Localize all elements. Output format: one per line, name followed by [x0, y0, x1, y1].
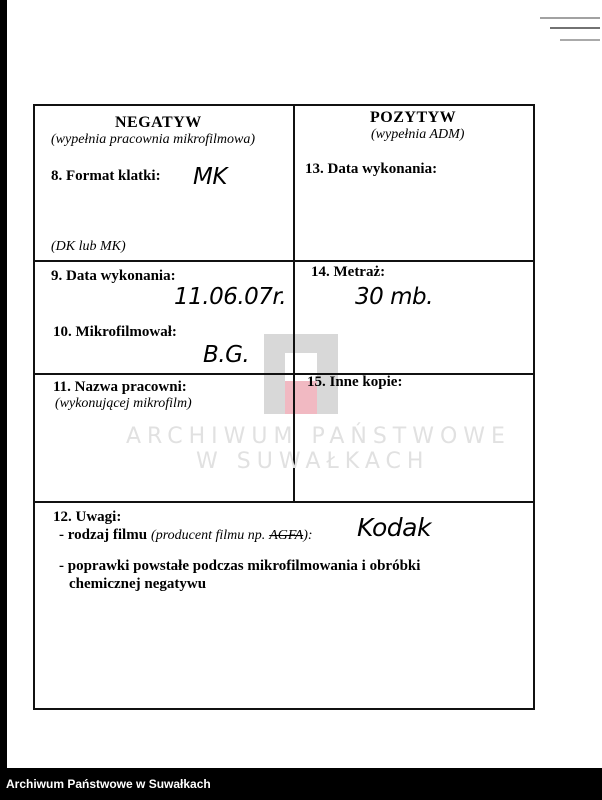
negatyw-heading: NEGATYW — [115, 114, 202, 131]
format-hint: (DK lub MK) — [51, 239, 126, 254]
inne-kopie-label: 15. Inne kopie: — [307, 374, 403, 390]
rodzaj-filmu-hint: (producent filmu np. — [151, 528, 266, 543]
rodzaj-filmu-end: ): — [303, 528, 313, 543]
metraz-value: 30 mb. — [355, 284, 433, 310]
poprawki-line-1: - poprawki powstałe podczas mikrofilmowania i obróbki — [59, 558, 421, 574]
nazwa-pracowni-hint: (wykonującej mikrofilm) — [55, 396, 192, 411]
mikrofilmowal-label: 10. Mikrofilmował: — [53, 324, 177, 340]
scan-artifact-lines — [540, 14, 600, 54]
watermark-line-2: W SUWAŁKACH — [196, 449, 430, 474]
rodzaj-filmu-example: AGFA — [269, 528, 304, 543]
rodzaj-filmu-line — [59, 526, 313, 544]
data-negatyw-label: 9. Data wykonania: — [51, 268, 176, 284]
format-label: 8. Format klatki: — [51, 168, 161, 184]
data-negatyw-value: 11.06.07r. — [174, 284, 287, 310]
rodzaj-filmu-value: Kodak — [357, 513, 431, 542]
row-divider-3 — [35, 501, 533, 503]
microfilm-form — [33, 104, 535, 710]
pozytyw-subheading: (wypełnia ADM) — [371, 127, 465, 142]
footer-caption: Archiwum Państwowe w Suwałkach — [6, 777, 211, 791]
metraz-label: 14. Metraż: — [311, 264, 386, 280]
rodzaj-filmu-label: - rodzaj filmu — [59, 527, 148, 543]
row-divider-1 — [35, 260, 533, 262]
mikrofilmowal-value: B.G. — [203, 342, 250, 368]
negatyw-subheading: (wypełnia pracownia mikrofilmowa) — [51, 132, 256, 147]
scan-border-left — [0, 0, 7, 800]
poprawki-line-2: chemicznej negatywu — [69, 576, 207, 592]
pozytyw-heading: POZYTYW — [370, 109, 457, 126]
nazwa-pracowni-label: 11. Nazwa pracowni: — [53, 379, 187, 395]
watermark-line-1: ARCHIWUM PAŃSTWOWE — [126, 424, 511, 449]
row-divider-2 — [35, 373, 533, 375]
format-value: MK — [193, 164, 227, 190]
uwagi-label: 12. Uwagi: — [53, 509, 122, 525]
data-pozytyw-label: 13. Data wykonania: — [305, 161, 438, 177]
